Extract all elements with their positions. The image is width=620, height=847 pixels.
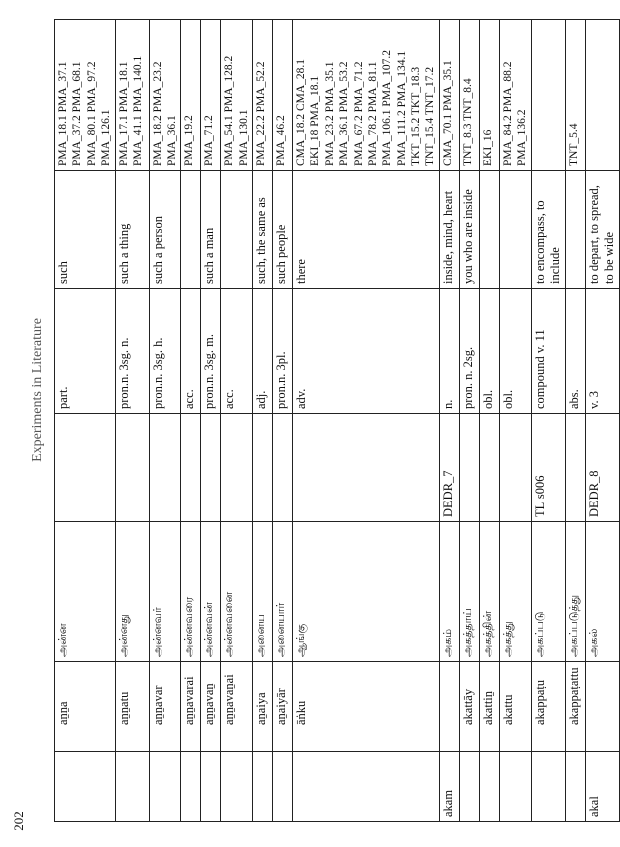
cell-c2: aṉṉa (55, 662, 116, 752)
cell-c2: aṉaiyār (273, 662, 293, 752)
table-row (439, 20, 459, 822)
table-row (201, 20, 221, 822)
running-head: Experiments in Literature (30, 318, 45, 462)
cell-c6 (499, 171, 531, 289)
cell-c5: v. 3 (585, 289, 619, 414)
cell-c4 (253, 414, 273, 522)
cell-c3: அனையார் (273, 522, 293, 662)
table-row (273, 20, 293, 822)
cell-c3: அனைய (253, 522, 273, 662)
table-row (585, 20, 619, 822)
table-row (115, 20, 149, 822)
table-row (479, 20, 499, 822)
cell-c4 (181, 414, 201, 522)
cell-c7: EKI_16 (479, 20, 499, 171)
cell-c6: to depart, to spread, to be wide (585, 171, 619, 289)
cell-c5: pron.n. 3sg. n. (115, 289, 149, 414)
cell-c3: அகத்தாய் (459, 522, 479, 662)
cell-c4 (55, 414, 116, 522)
cell-c1 (149, 752, 181, 822)
cell-c5: compound v. 11 (531, 289, 565, 414)
page-number: 202 (11, 811, 26, 831)
cell-c3: அகல் (585, 522, 619, 662)
cell-c4: DEDR_7 (439, 414, 459, 522)
cell-c6: such a thing (115, 171, 149, 289)
cell-c5: n. (439, 289, 459, 414)
cell-c5: acc. (181, 289, 201, 414)
table-row (565, 20, 585, 822)
cell-c3: அன்னவரை (181, 522, 201, 662)
cell-c6: such a man (201, 171, 221, 289)
cell-c5: pron.n. 3sg. m. (201, 289, 221, 414)
cell-c6 (221, 171, 253, 289)
cell-c1 (565, 752, 585, 822)
cell-c6: such a person (149, 171, 181, 289)
cell-c2: akattāy (459, 662, 479, 752)
cell-c3: ஆங்கு (293, 522, 440, 662)
table-row (531, 20, 565, 822)
cell-c7: PMA_19.2 (181, 20, 201, 171)
cell-c1 (499, 752, 531, 822)
cell-c2: akappaṭattu (565, 662, 585, 752)
table-row (499, 20, 531, 822)
cell-c7: PMA_46.2 (273, 20, 293, 171)
cell-c5: adv. (293, 289, 440, 414)
cell-c2 (439, 662, 459, 752)
cell-c1 (181, 752, 201, 822)
cell-c4 (293, 414, 440, 522)
cell-c3: அகப்படு (531, 522, 565, 662)
cell-c1 (253, 752, 273, 822)
cell-c7 (585, 20, 619, 171)
cell-c2: akattu (499, 662, 531, 752)
cell-c5: obl. (499, 289, 531, 414)
cell-c6 (479, 171, 499, 289)
table-row (459, 20, 479, 822)
cell-c7: PMA_22.2 PMA_52.2 (253, 20, 273, 171)
cell-c4 (201, 414, 221, 522)
cell-c7: PMA_18.1 PMA_37.1 PMA_37.2 PMA_68.1 PMA_80.1 PMA_97.2 PMA_126.1 (55, 20, 116, 171)
cell-c6: inside, mind, heart (439, 171, 459, 289)
cell-c4 (273, 414, 293, 522)
cell-c1 (115, 752, 149, 822)
cell-c5: acc. (221, 289, 253, 414)
lexicon-table (54, 19, 620, 822)
cell-c2: aṉaiya (253, 662, 273, 752)
table-row (149, 20, 181, 822)
cell-c5: pron. n. 2sg. (459, 289, 479, 414)
cell-c2: aṉṉatu (115, 662, 149, 752)
cell-c6: to encompass, to include (531, 171, 565, 289)
cell-c4: TL s006 (531, 414, 565, 522)
cell-c4 (221, 414, 253, 522)
cell-c1 (221, 752, 253, 822)
cell-c3: அகத்தின் (479, 522, 499, 662)
cell-c3: அன்னவர் (149, 522, 181, 662)
cell-c7: TNT_5.4 (565, 20, 585, 171)
cell-c6 (181, 171, 201, 289)
cell-c7: TNT_8.3 TNT_8.4 (459, 20, 479, 171)
cell-c6: you who are inside (459, 171, 479, 289)
cell-c3: அன்னவன் (201, 522, 221, 662)
cell-c1 (201, 752, 221, 822)
cell-c2: aṉṉavaṉai (221, 662, 253, 752)
table-row (221, 20, 253, 822)
cell-c5: pron.n. 3sg. h. (149, 289, 181, 414)
lexicon-table-body (55, 20, 620, 822)
table-row (55, 20, 116, 822)
cell-c2: āṅku (293, 662, 440, 752)
cell-c5: adj. (253, 289, 273, 414)
cell-c1 (531, 752, 565, 822)
cell-c7: PMA_54.1 PMA_128.2 PMA_130.1 (221, 20, 253, 171)
cell-c7: CMA_70.1 PMA_35.1 (439, 20, 459, 171)
cell-c6: such (55, 171, 116, 289)
cell-c1 (459, 752, 479, 822)
table-row (181, 20, 201, 822)
table-row (253, 20, 273, 822)
cell-c6: such, the same as (253, 171, 273, 289)
cell-c3: அன்னது (115, 522, 149, 662)
cell-c1 (55, 752, 116, 822)
cell-c3: அகப்படுத்து (565, 522, 585, 662)
cell-c1 (293, 752, 440, 822)
cell-c3: அன்ன (55, 522, 116, 662)
cell-c2: aṉṉavaṉ (201, 662, 221, 752)
cell-c7: PMA_18.2 PMA_23.2 PMA_36.1 (149, 20, 181, 171)
cell-c2: akattiṉ (479, 662, 499, 752)
cell-c6: there (293, 171, 440, 289)
cell-c1 (479, 752, 499, 822)
cell-c7: PMA_84.2 PMA_88.2 PMA_136.2 (499, 20, 531, 171)
cell-c1: akam (439, 752, 459, 822)
cell-c6: such people (273, 171, 293, 289)
cell-c4 (459, 414, 479, 522)
cell-c4 (565, 414, 585, 522)
lexicon-table-frame (54, 20, 617, 822)
cell-c4 (499, 414, 531, 522)
cell-c4: DEDR_8 (585, 414, 619, 522)
cell-c5: abs. (565, 289, 585, 414)
cell-c6 (565, 171, 585, 289)
cell-c3: அகம் (439, 522, 459, 662)
cell-c4 (479, 414, 499, 522)
cell-c2: aṉṉavar (149, 662, 181, 752)
cell-c1: akal (585, 752, 619, 822)
cell-c3: அன்னவனை (221, 522, 253, 662)
cell-c7: PMA_17.1 PMA_18.1 PMA_41.1 PMA_140.1 (115, 20, 149, 171)
table-row (293, 20, 440, 822)
cell-c7: CMA_18.2 CMA_28.1 EKI_18 PMA_18.1 PMA_23.2 PMA_35.1 PMA_36.1 PMA_53.2 PMA_67.2 PMA_71.2 PMA_78.2 PMA_81.1 PMA_106.1 PMA_107.2 PMA_111.2 PMA_134.1 TKT_15.2 TKT_18.3 TNT_15.4 TNT_17.2 (293, 20, 440, 171)
rotated-table-wrapper (54, 20, 617, 822)
cell-c5: obl. (479, 289, 499, 414)
cell-c4 (149, 414, 181, 522)
cell-c7 (531, 20, 565, 171)
cell-c5: pron.n. 3pl. (273, 289, 293, 414)
cell-c2: aṉṉavarai (181, 662, 201, 752)
cell-c2 (585, 662, 619, 752)
cell-c2: akappaṭu (531, 662, 565, 752)
cell-c3: அகத்து (499, 522, 531, 662)
cell-c1 (273, 752, 293, 822)
cell-c7: PMA_71.2 (201, 20, 221, 171)
cell-c5: part. (55, 289, 116, 414)
cell-c4 (115, 414, 149, 522)
